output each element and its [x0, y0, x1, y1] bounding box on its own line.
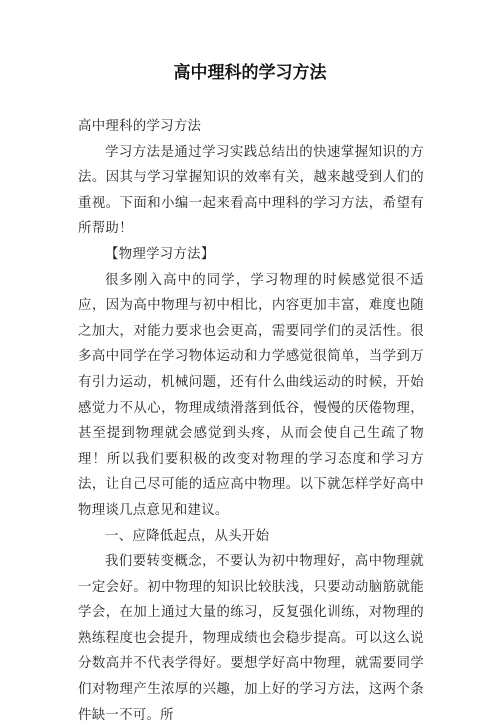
section-heading: 高中理科的学习方法 — [78, 119, 202, 134]
point-one-heading: 一、应降低起点，从头开始 — [105, 528, 270, 544]
document-body — [78, 114, 424, 728]
point-one-paragraph: 我们要转变概念，不要认为初中物理好，高中物理就一定会好。初中物理的知识比较肤浅，只要动动脑筋就能学会，在加上通过大量的练习，反复强化训练，对物理的熟练程度也会提升，物理成绩也会稳步提高。可以这么说分数高并不代表学得好。要想学好高中物理，就需要同学们对物理产生浓厚的兴趣，加上好的学习方法，这两个条件缺一不可。所 — [78, 554, 424, 723]
physics-paragraph: 很多刚入高中的同学，学习物理的时候感觉很不适应，因为高中物理与初中相比，内容更加丰富，难度也随之加大，对能力要求也会更高，需要同学们的灵活性。很多高中同学在学习物体运动和力学感觉很简单，当学到万有引力运动，机械问题，还有什么曲线运动的时候，开始感觉力不从心，物理成绩滑落到低谷，慢慢的厌倦物理，甚至提到物理就会感觉到头疼，从而会使自己生疏了物理！所以我们要积极的改变对物理的学习态度和学习方法，让自己尽可能的适应高中物理。以下就怎样学好高中物理谈几点意见和建议。 — [78, 272, 424, 518]
intro-paragraph: 学习方法是通过学习实践总结出的快速掌握知识的方法。因其与学习掌握知识的效率有关，越来越受到人们的重视。下面和小编一起来看高中理科的学习方法，希望有所帮助！ — [78, 144, 424, 237]
physics-method-heading: 【物理学习方法】 — [105, 246, 215, 262]
document-title: 高中理科的学习方法 — [173, 63, 327, 83]
